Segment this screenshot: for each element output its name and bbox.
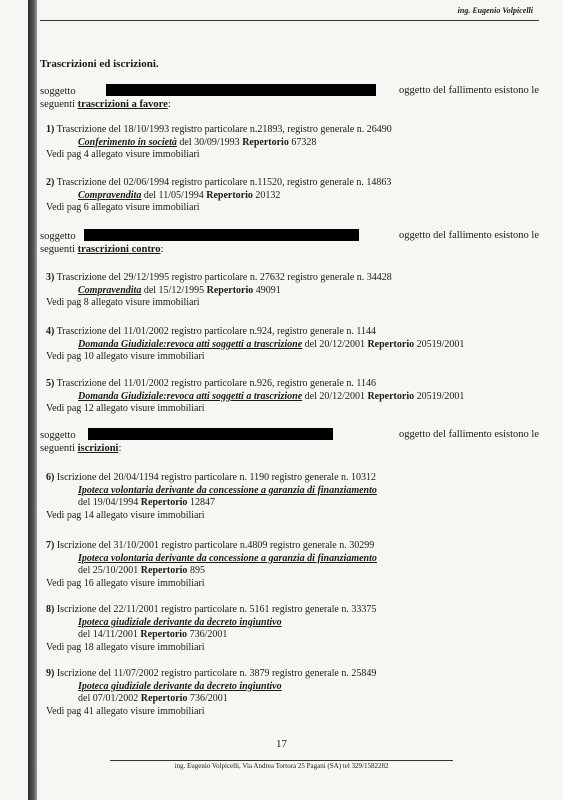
page-number: 17 xyxy=(276,738,287,750)
entry-number: 9) xyxy=(46,668,55,679)
entry-line: Iscrizione del 20/04/1194 registro particolare n. 1190 registro generale n. 10312 xyxy=(56,472,377,483)
entry-number: 2) xyxy=(46,177,55,188)
entry-ref: Vedi pag 41 allegato visure immobiliari xyxy=(46,705,205,717)
entry-number: 4) xyxy=(46,326,55,337)
entry-line: Trascrizione del 18/10/1993 registro particolare n.21893, registro generale n. 26490 xyxy=(56,124,392,135)
subject-group-1 xyxy=(40,84,539,111)
entry-number: 7) xyxy=(46,540,55,551)
entry-ref: Vedi pag 14 allegato visure immobiliari xyxy=(46,509,205,521)
entry-2 xyxy=(46,177,539,215)
entry-line: Iscrizione del 31/10/2001 registro particolare n.4809 registro generale n. 30299 xyxy=(56,540,375,551)
rep-value: 20519/2001 xyxy=(416,338,465,350)
binding-shadow xyxy=(28,0,37,800)
entry-ref: Vedi pag 12 allegato visure immobiliari xyxy=(46,403,205,414)
act-type: Compravendita xyxy=(78,189,142,201)
rep-label: Repertorio xyxy=(140,497,188,508)
subject-prefix: soggetto xyxy=(40,231,76,242)
act-type: Compravendita xyxy=(78,284,142,296)
entry-ref: Vedi pag 10 allegato visure immobiliari xyxy=(46,351,205,362)
subject-line2-end: : xyxy=(118,443,122,454)
entry-7 xyxy=(46,540,539,590)
rep-value: 895 xyxy=(189,565,205,576)
rep-label: Repertorio xyxy=(367,390,415,402)
entry-ref: Vedi pag 16 allegato visure immobiliari xyxy=(46,577,205,589)
rep-value: 49091 xyxy=(255,284,281,296)
act-date: del 11/05/1994 xyxy=(143,189,204,201)
act-type: Conferimento in società xyxy=(78,136,177,148)
rep-label: Repertorio xyxy=(140,629,188,640)
subject-group-2 xyxy=(40,229,539,256)
entry-3 xyxy=(46,272,539,310)
subject-group-3 xyxy=(40,428,539,455)
section-title: Trascrizioni ed iscrizioni. xyxy=(40,58,159,70)
entry-line: Trascrizione del 11/01/2002 registro particolare n.924, registro generale n. 1144 xyxy=(56,326,377,337)
entry-9 xyxy=(46,668,539,718)
footer-text: ing. Eugenio Volpicelli, Via Andrea Tortora 25 Pagani (SA) tel 329/1582282 xyxy=(174,762,389,770)
rep-label: Repertorio xyxy=(140,693,188,704)
act-date: del 30/09/1993 xyxy=(179,136,240,148)
act-date: del 25/10/2001 xyxy=(78,565,139,576)
act-date: del 20/12/2001 xyxy=(304,390,365,402)
act-type: Ipoteca giudiziale derivante da decreto ingiuntivo xyxy=(78,680,282,692)
entry-ref: Vedi pag 4 allegato visure immobiliari xyxy=(46,149,200,160)
rep-value: 12847 xyxy=(189,497,215,508)
rep-value: 67328 xyxy=(291,136,317,148)
entry-line: Iscrizione del 11/07/2002 registro particolare n. 3879 registro generale n. 25849 xyxy=(56,668,377,679)
entry-ref: Vedi pag 6 allegato visure immobiliari xyxy=(46,202,200,213)
subject-prefix: soggetto xyxy=(40,86,76,97)
header-author: ing. Eugenio Volpicelli xyxy=(457,6,533,15)
entry-line: Trascrizione del 11/01/2002 registro particolare n.926, registro generale n. 1146 xyxy=(56,378,377,389)
entry-line: Trascrizione del 02/06/1994 registro particolare n.11520, registro generale n. 14863 xyxy=(56,177,392,188)
entry-line: Trascrizione del 29/12/1995 registro particolare n. 27632 registro generale n. 34428 xyxy=(56,272,392,283)
entry-ref: Vedi pag 8 allegato visure immobiliari xyxy=(46,297,200,308)
subject-heading: trascrizioni contro xyxy=(77,244,161,255)
subject-prefix: soggetto xyxy=(40,430,76,441)
entry-4 xyxy=(46,326,539,364)
entry-number: 5) xyxy=(46,378,55,389)
subject-line2-prefix: seguenti xyxy=(40,244,75,255)
subject-heading: trascrizioni a favore xyxy=(77,99,168,110)
entry-line: Iscrizione del 22/11/2001 registro particolare n. 5161 registro generale n. 33375 xyxy=(56,604,377,615)
act-type: Domanda Giudiziale:revoca atti soggetti a trascrizione xyxy=(78,390,303,402)
rep-label: Repertorio xyxy=(140,565,188,576)
subject-suffix: oggetto del fallimento esistono le xyxy=(399,230,539,241)
rep-value: 20132 xyxy=(255,189,281,201)
redaction-bar xyxy=(88,428,333,440)
rep-value: 20519/2001 xyxy=(416,390,465,402)
rep-value: 736/2001 xyxy=(189,693,228,704)
act-date: del 15/12/1995 xyxy=(143,284,205,296)
subject-heading: iscrizioni xyxy=(77,443,119,454)
act-type: Ipoteca volontaria derivante da concessione a garanzia di finanziamento xyxy=(78,552,377,564)
act-type: Ipoteca volontaria derivante da concessione a garanzia di finanziamento xyxy=(78,484,377,496)
redaction-bar xyxy=(84,229,359,241)
entry-6 xyxy=(46,472,539,522)
subject-line2-prefix: seguenti xyxy=(40,99,75,110)
entry-number: 6) xyxy=(46,472,55,483)
subject-suffix: oggetto del fallimento esistono le xyxy=(399,85,539,96)
entry-5 xyxy=(46,378,539,416)
act-date: del 14/11/2001 xyxy=(78,629,138,640)
act-date: del 07/01/2002 xyxy=(78,693,139,704)
act-type: Ipoteca giudiziale derivante da decreto ingiuntivo xyxy=(78,616,282,628)
header-rule xyxy=(40,20,539,21)
rep-label: Repertorio xyxy=(242,136,289,148)
act-type: Domanda Giudiziale:revoca atti soggetti a trascrizione xyxy=(78,338,303,350)
rep-label: Repertorio xyxy=(206,189,253,201)
redaction-bar xyxy=(106,84,376,96)
entry-ref: Vedi pag 18 allegato visure immobiliari xyxy=(46,641,205,653)
entry-number: 8) xyxy=(46,604,55,615)
entry-number: 1) xyxy=(46,124,55,135)
rep-label: Repertorio xyxy=(367,338,415,350)
entry-8 xyxy=(46,604,539,654)
rep-label: Repertorio xyxy=(206,284,254,296)
subject-line2-end: : xyxy=(160,244,164,255)
subject-line2-prefix: seguenti xyxy=(40,443,75,454)
subject-suffix: oggetto del fallimento esistono le xyxy=(399,429,539,440)
entry-number: 3) xyxy=(46,272,55,283)
rep-value: 736/2001 xyxy=(189,629,228,640)
act-date: del 20/12/2001 xyxy=(304,338,365,350)
subject-line2-end: : xyxy=(167,99,171,110)
act-date: del 19/04/1994 xyxy=(78,497,139,508)
footer-rule xyxy=(110,760,453,761)
entry-1 xyxy=(46,124,539,162)
